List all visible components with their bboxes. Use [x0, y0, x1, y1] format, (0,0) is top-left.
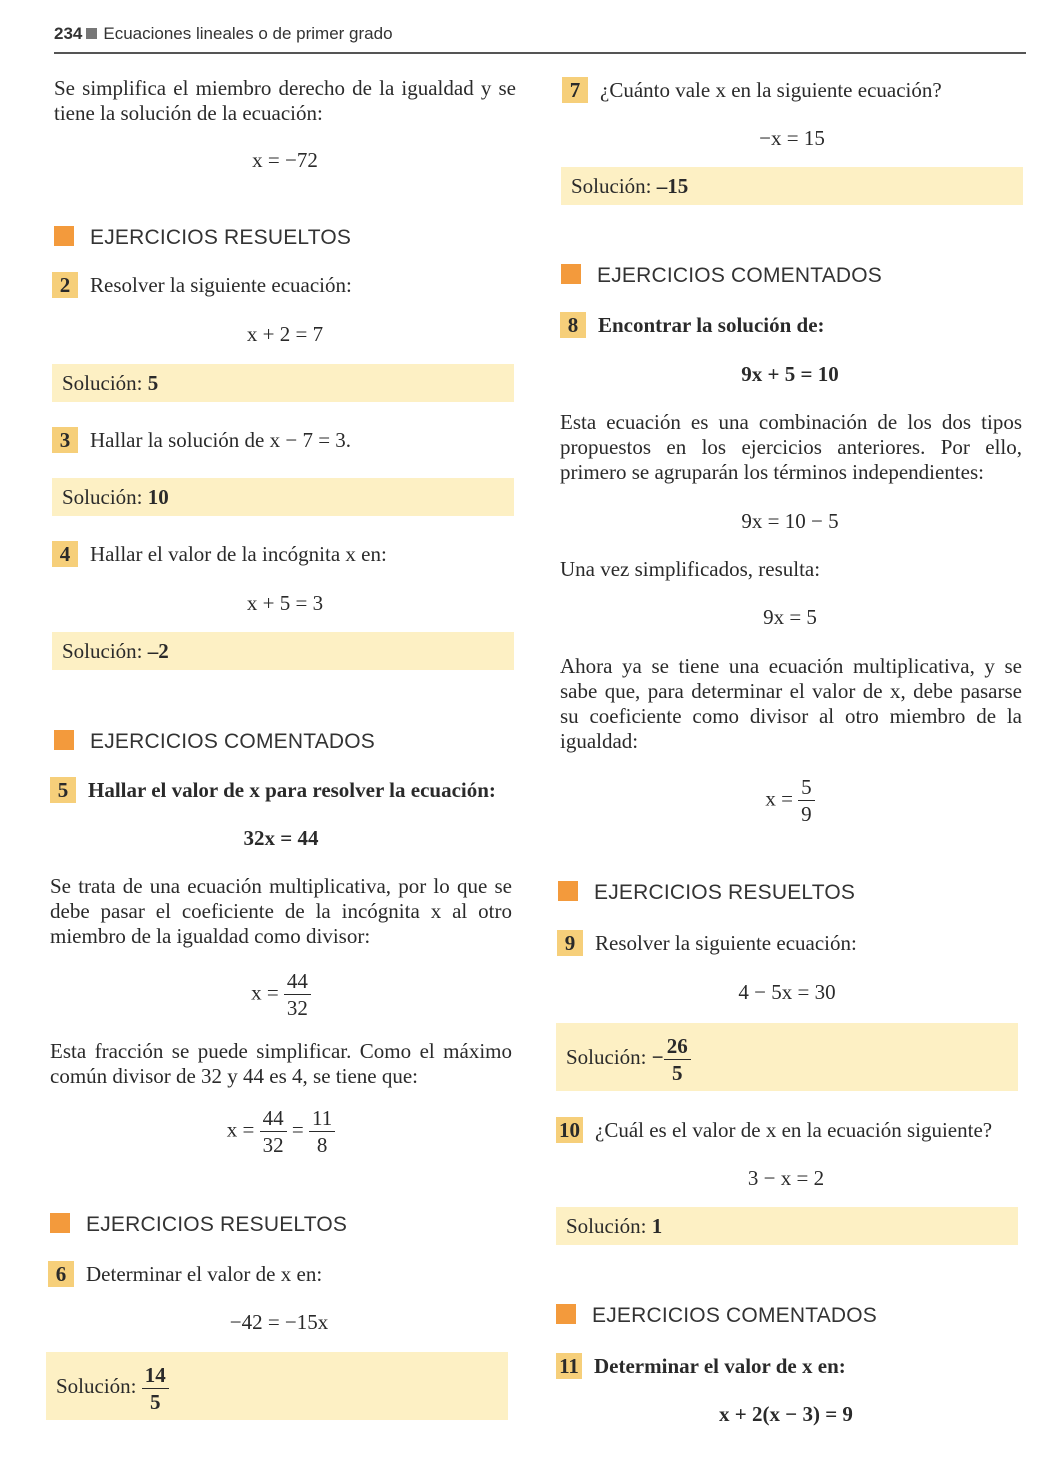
orange-square-icon: [50, 1213, 70, 1233]
section-heading: EJERCICIOS COMENTADOS: [556, 1304, 877, 1328]
exercise-9: [557, 930, 857, 956]
fraction: $\frac{44}{32}$: [260, 1105, 287, 1158]
solution-box: Solución: –2: [52, 632, 514, 670]
fraction-equation: x = $\frac{44}{32}$ = $\frac{11}{8}$: [50, 1105, 512, 1158]
orange-square-icon: [558, 881, 578, 901]
exercise-text: Hallar el valor de la incógnita x en:: [90, 542, 387, 566]
exercise-text: Resolver la siguiente ecuación:: [90, 273, 352, 297]
exercise-equation: −42 = −15x: [229, 1310, 329, 1334]
exercise-equation: 3 − x = 2: [747, 1166, 825, 1190]
explanation-paragraph: Una vez simplificados, resulta:: [560, 557, 821, 581]
orange-square-icon: [561, 264, 581, 284]
exercise-equation: x + 2 = 7: [246, 322, 324, 346]
exercise-text: Determinar el valor de x en:: [594, 1354, 846, 1378]
fraction-equation: x = $\frac{44}{32}$: [50, 968, 512, 1021]
exercise-4: [52, 541, 387, 567]
exercise-equation: x + 5 = 3: [246, 591, 324, 615]
explanation-paragraph: Esta fracción se puede simplificar. Como el máximo común divisor de 32 y 44 es 4, se tiene que:: [50, 1039, 512, 1088]
exercise-3: [52, 427, 351, 453]
section-heading: EJERCICIOS RESUELTOS: [558, 881, 855, 905]
fraction: $\frac{26}{5}$: [664, 1033, 691, 1086]
chapter-title: Ecuaciones lineales o de primer grado: [103, 24, 393, 43]
exercise-6: [48, 1261, 322, 1287]
exercise-number: 11: [556, 1353, 582, 1379]
exercise-equation: 4 − 5x = 30: [738, 980, 836, 1004]
fraction: $\frac{44}{32}$: [284, 968, 311, 1021]
solution-box: Solución: − $\frac{26}{5}$: [556, 1023, 1018, 1091]
intro-equation: x = −72: [252, 148, 318, 172]
exercise-equation: 9x + 5 = 10: [741, 362, 839, 386]
exercise-number: 6: [48, 1261, 74, 1287]
section-heading: EJERCICIOS COMENTADOS: [54, 730, 375, 754]
exercise-text: Determinar el valor de x en:: [86, 1262, 323, 1286]
fraction-equation: x = $\frac{5}{9}$: [560, 774, 1020, 827]
fraction: $\frac{11}{8}$: [309, 1105, 335, 1158]
fraction: $\frac{5}{9}$: [798, 774, 815, 827]
solution-box: Solución: 1: [556, 1207, 1018, 1245]
explanation-paragraph: Esta ecuación es una combinación de los dos tipos propuestos en los ejercicios anteriores. Por ello, primero se agruparán los términos independientes:: [560, 410, 1022, 484]
exercise-number: 2: [52, 272, 78, 298]
exercise-10: [556, 1117, 992, 1143]
header-rule: [54, 52, 1026, 54]
square-bullet-icon: [86, 28, 97, 39]
exercise-equation: −x = 15: [759, 126, 825, 150]
solution-box: Solución: 5: [52, 364, 514, 402]
exercise-equation: x + 2(x − 3) = 9: [719, 1402, 853, 1426]
exercise-11: [556, 1353, 846, 1379]
exercise-number: 8: [560, 312, 586, 338]
orange-square-icon: [54, 226, 74, 246]
intermediate-equation: 9x = 10 − 5: [741, 509, 839, 533]
exercise-2: [52, 272, 352, 298]
exercise-text: ¿Cuál es el valor de x en la ecuación siguiente?: [595, 1118, 993, 1142]
exercise-8: [560, 312, 825, 338]
exercise-equation: 32x = 44: [243, 826, 319, 850]
exercise-text: Resolver la siguiente ecuación:: [595, 931, 857, 955]
exercise-5: [50, 777, 496, 803]
solution-box: Solución: 10: [52, 478, 514, 516]
section-heading: EJERCICIOS RESUELTOS: [54, 226, 351, 250]
exercise-number: 7: [562, 77, 588, 103]
exercise-number: 5: [50, 777, 76, 803]
exercise-text: ¿Cuánto vale x en la siguiente ecuación?: [600, 78, 942, 102]
exercise-text: Encontrar la solución de:: [598, 313, 825, 337]
solution-box: Solución: –15: [561, 167, 1023, 205]
exercise-number: 9: [557, 930, 583, 956]
page-number: 234: [54, 24, 83, 43]
exercise-text: Hallar la solución de x − 7 = 3.: [90, 428, 352, 452]
exercise-number: 10: [556, 1117, 583, 1143]
orange-square-icon: [556, 1304, 576, 1324]
section-heading: EJERCICIOS RESUELTOS: [50, 1213, 347, 1237]
exercise-7: [562, 77, 942, 103]
intermediate-equation: 9x = 5: [763, 605, 817, 629]
explanation-paragraph: Ahora ya se tiene una ecuación multiplicativa, y se sabe que, para determinar el valor de x, debe pasarse su coeficiente como divisor al otro miembro de la igualdad:: [560, 654, 1022, 753]
solution-box: Solución: $\frac{14}{5}$: [46, 1352, 508, 1420]
explanation-paragraph: Se trata de una ecuación multiplicativa, por lo que se debe pasar el coeficiente de la incógnita x al otro miembro de la igualdad como divisor:: [50, 874, 512, 948]
section-heading: EJERCICIOS COMENTADOS: [561, 264, 882, 288]
exercise-number: 4: [52, 541, 78, 567]
page-header: [54, 24, 1026, 44]
orange-square-icon: [54, 730, 74, 750]
intro-paragraph: Se simplifica el miembro derecho de la igualdad y se tiene la solución de la ecuación:: [54, 76, 516, 125]
exercise-number: 3: [52, 427, 78, 453]
fraction: $\frac{14}{5}$: [142, 1362, 169, 1415]
exercise-text: Hallar el valor de x para resolver la ecuación:: [88, 778, 496, 802]
